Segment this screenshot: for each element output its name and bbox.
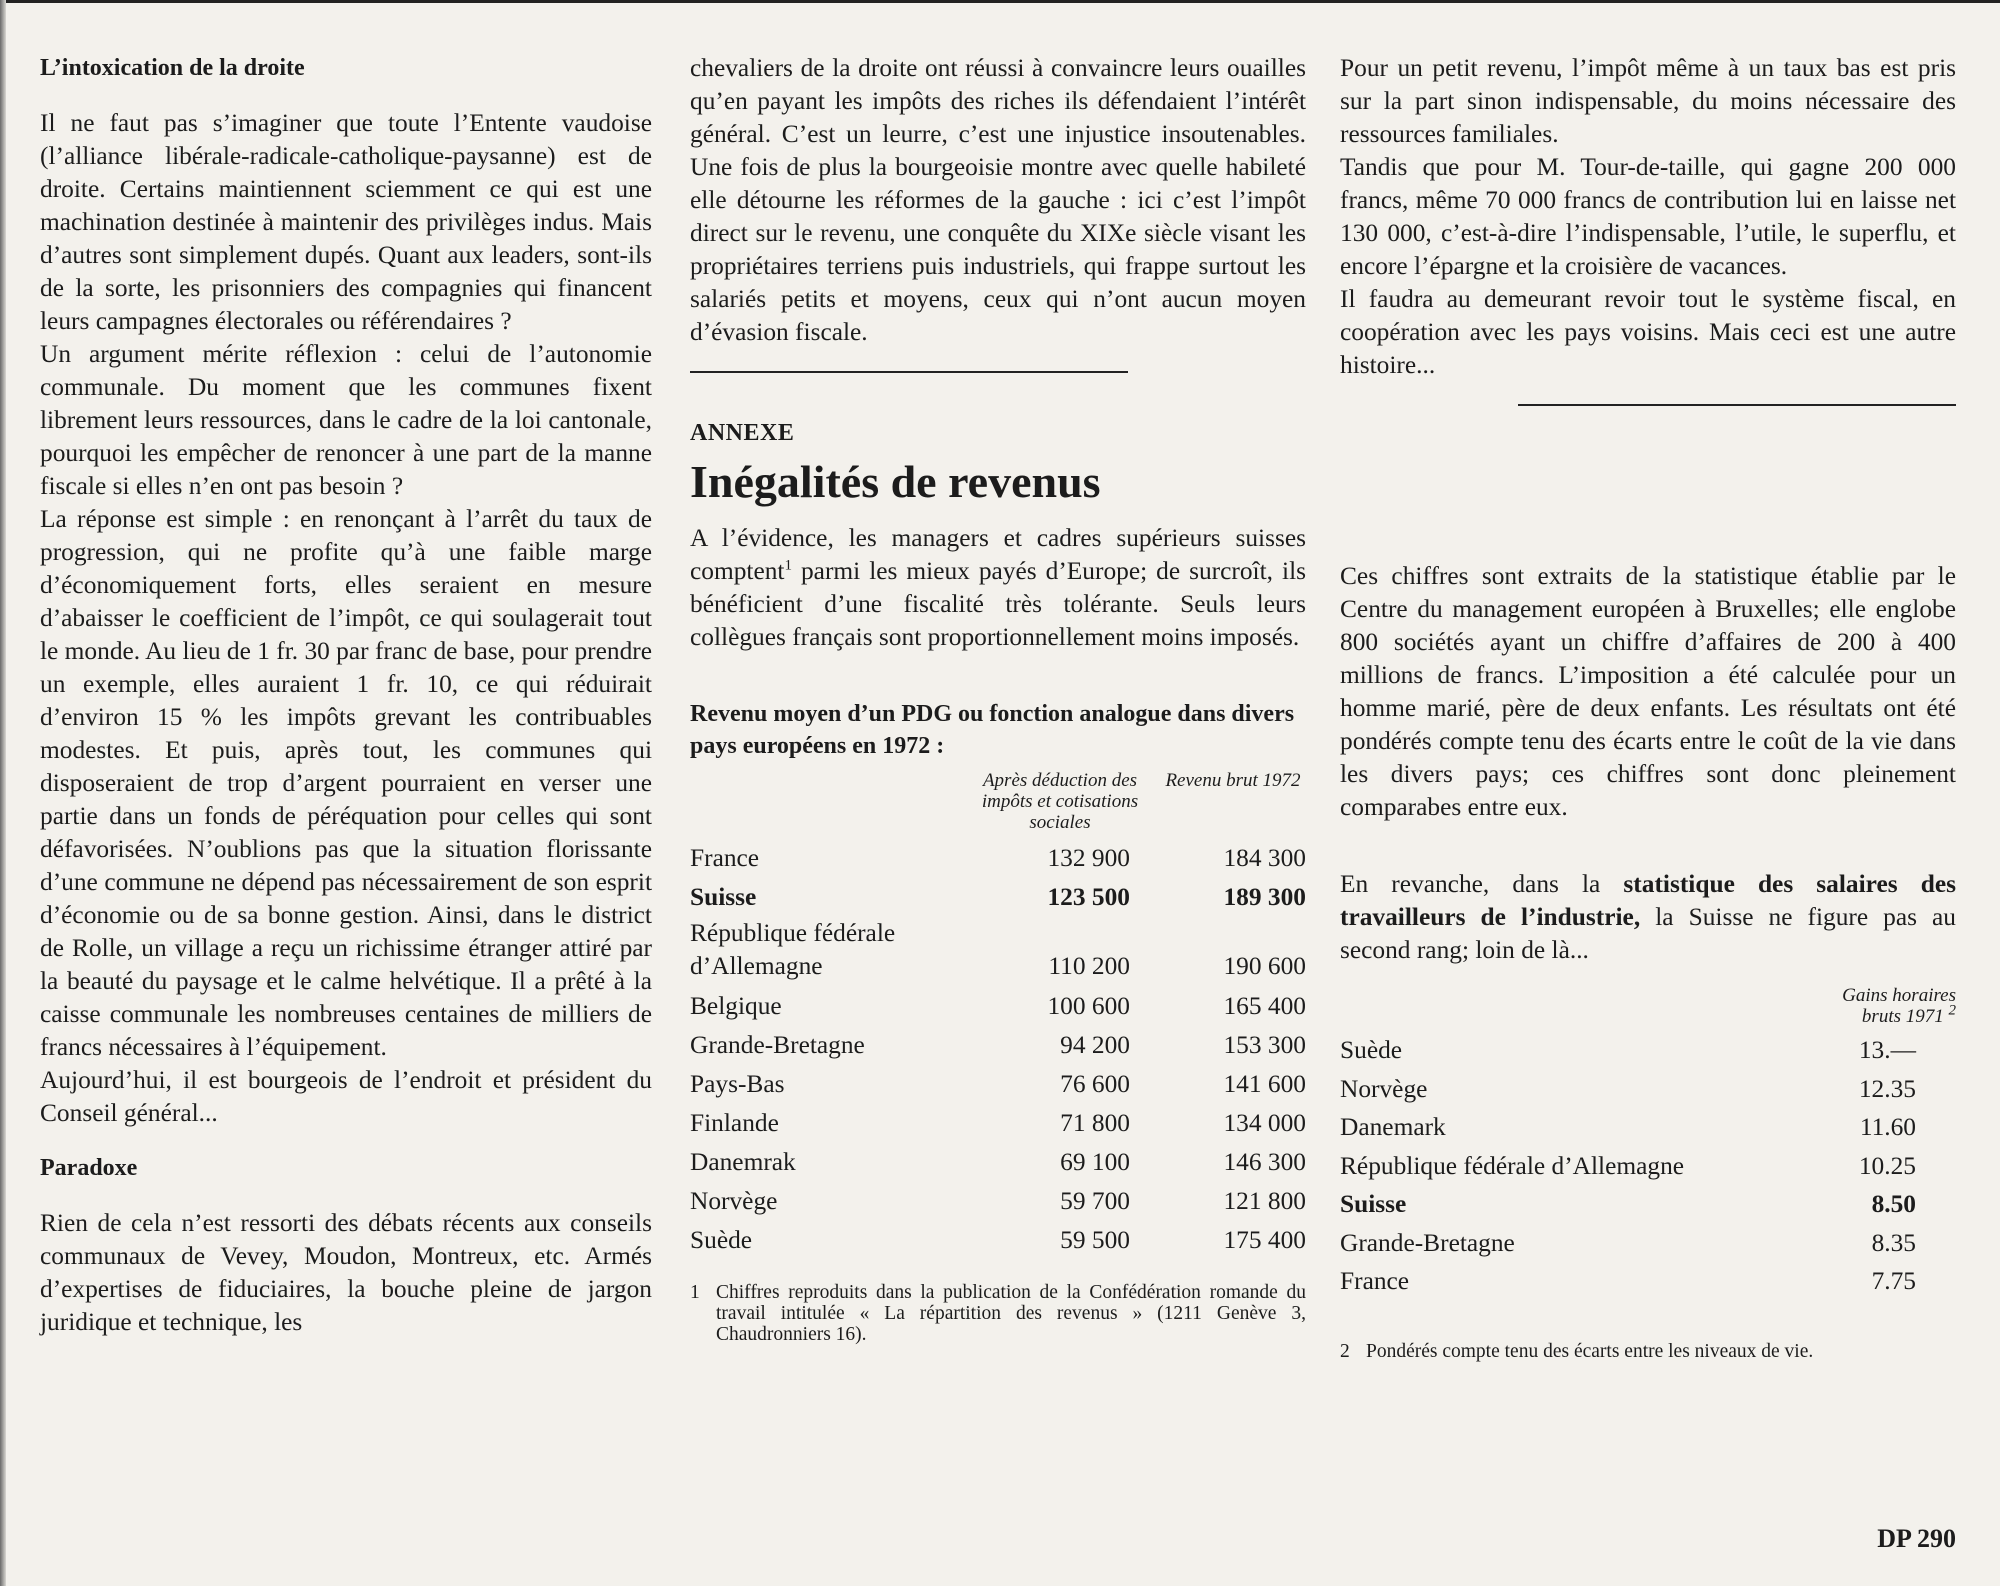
cell-country: Suède: [690, 1226, 753, 1254]
wages-table-row: [1340, 1070, 1956, 1109]
cell-gross: 121 800: [1223, 1187, 1306, 1215]
income-table-row: [690, 839, 1306, 878]
cell-value: 8.35: [1871, 1228, 1916, 1257]
wages-table-row: [1340, 1262, 1956, 1301]
column-header-wages-text: Gains horaires bruts 1971: [1842, 985, 1956, 1027]
income-table-row: [690, 1065, 1306, 1104]
cell-net: 123 500: [1047, 883, 1130, 911]
cell-country: Suisse: [690, 883, 757, 911]
cell-country: France: [1340, 1267, 1410, 1295]
cell-country: Grande-Bretagne: [1340, 1228, 1515, 1257]
column-header-net: Après déduction des impôts et cotisations sociales: [981, 770, 1139, 833]
wages-intro-text: En revanche, dans la: [1340, 870, 1624, 898]
column-left: [40, 52, 652, 1339]
cell-gross: 153 300: [1223, 1031, 1306, 1059]
paragraph: Il faudra au demeurant revoir tout le système fiscal, en coopération avec les pays voisins. Mais ceci est une autre histoire...: [1340, 285, 1956, 379]
cell-net: 132 900: [1047, 844, 1130, 872]
cell-country: Danemark: [1340, 1113, 1446, 1141]
paragraph: chevaliers de la droite ont réussi à convaincre leurs ouailles qu’en payant les impôts des riches ils défendaient l’intérêt général. C’est un leurre, c’est une injustice insoutenables. Une fois de plus la bourgeoisie montre avec quelle habileté elle détourne les réformes de la gauche : ici c’est l’impôt direct sur le revenu, une conquête du XIXe siècle visant les propriétaires terriens puis industriels, qui frappe surtout les salariés petits et moyens, ceux qui n’ont aucun moyen d’évasion fiscale.: [690, 54, 1306, 346]
wages-intro: [1340, 868, 1956, 967]
cell-country: Suisse: [1340, 1190, 1407, 1218]
paragraph: La réponse est simple : en renonçant à l’arrêt du taux de progression, qui ne profite qu’à une faible marge d’économiquement forts, elles seraient en mesure d’abaisser le coefficient de l’impôt, ce qui soulagerait tout le monde. Au lieu de 1 fr. 30 par franc de base, pour prendre un exemple, elles auraient 1 fr. 10, ce qui réduirait d’environ 15 % les impôts grevant les contribuables modestes. Et puis, après tout, les communes qui disposeraient de trop d’argent pourraient en verser une partie dans un fonds de péréquation pour celles qui sont défavorisées. N’oublions pas que la situation florissante d’une commune ne dépend pas nécessairement de son esprit d’économie ou de sa bonne gestion. Ainsi, dans le district de Rolle, un village a reçu un richissime étranger attiré par la beauté du paysage et le calme helvétique. Il a prêté à la caisse communale les nombreuses centaines de milliers de francs nécessaires à l’équipement.: [40, 505, 652, 1061]
wages-table-body: [1340, 1031, 1956, 1301]
income-table-header: [690, 770, 1306, 833]
paragraph: Tandis que pour M. Tour-de-taille, qui gagne 200 000 francs, même 70 000 francs de contribution lui en laisse net 130 000, c’est-à-dire l’indispensable, l’utile, le superflu, et encore l’épargne et la croisière de vacances.: [1340, 153, 1956, 280]
cell-gross: 141 600: [1223, 1070, 1306, 1098]
income-table-row: [690, 1221, 1306, 1260]
heading-intoxication: L’intoxication de la droite: [40, 55, 305, 81]
cell-country: Belgique: [690, 992, 782, 1020]
cell-gross: 134 000: [1223, 1109, 1306, 1137]
income-table-row: [690, 1143, 1306, 1182]
top-border: [0, 0, 2000, 3]
cell-country: France: [690, 844, 760, 872]
cell-gross: 189 300: [1223, 883, 1306, 911]
intro-text-cont: parmi les mieux payés d’Europe; de surcroît, ils bénéficient d’une fiscalité très tolérante. Seuls leurs collègues français sont proportionnellement moins imposés.: [690, 557, 1306, 651]
cell-country: République fédérale d’Allemagne: [690, 919, 896, 980]
cell-country: République fédérale d’Allemagne: [1340, 1151, 1685, 1180]
cell-gross: 165 400: [1223, 992, 1306, 1020]
paragraph: Rien de cela n’est ressorti des débats récents aux conseils communaux de Vevey, Moudon, Montreux, etc. Armés d’expertises de fiduciaires, la bouche pleine de jargon juridique et technique, les: [40, 1209, 652, 1336]
paragraph: Il ne faut pas s’imaginer que toute l’Entente vaudoise (l’alliance libérale-radicale-catholique-paysanne) est de droite. Certains maintiennent sciemment ce qui est une machination destinée à maintenir des privilèges indus. Mais d’autres sont simplement dupés. Quant aux leaders, sont-ils de la sorte, les prisonniers des compagnies qui financent leurs campagnes électorales ou référendaires ?: [40, 109, 652, 335]
statistics-source-paragraph: Ces chiffres sont extraits de la statistique établie par le Centre du management européen à Bruxelles; elle englobe 800 sociétés ayant un chiffre d’affaires de 200 à 400 millions de francs. L’imposition a été calculée pour un homme marié, père de deux enfants. Les résultats ont été pondérés compte tenu des écarts entre le coût de la vie dans les divers pays; ces chiffres sont donc pleinement comparabes entre eux.: [1340, 562, 1956, 821]
cell-gross: 146 300: [1223, 1148, 1306, 1176]
page-left-edge: [0, 0, 6, 1586]
annex-label: ANNEXE: [690, 420, 795, 446]
cell-country: Finlande: [690, 1109, 779, 1137]
cell-country: Grande-Bretagne: [690, 1031, 865, 1059]
cell-net: 69 100: [1060, 1148, 1130, 1176]
wages-intro-cont: la Suisse ne figure pas au second rang; loin de là...: [1340, 903, 1957, 964]
cell-net: 71 800: [1060, 1109, 1130, 1137]
section-divider: [1518, 404, 1956, 406]
income-table-row: [690, 1104, 1306, 1143]
cell-country: Norvège: [1340, 1074, 1428, 1103]
cell-country: Norvège: [690, 1187, 778, 1215]
column-header-gross: Revenu brut 1972: [1165, 770, 1301, 791]
cell-gross: 184 300: [1223, 844, 1306, 872]
cell-value: 12.35: [1858, 1074, 1916, 1103]
cell-net: 59 700: [1060, 1187, 1130, 1215]
income-table-title: Revenu moyen d’un PDG ou fonction analogue dans divers pays européens en 1972 :: [690, 701, 1295, 759]
cell-country: Danemrak: [690, 1148, 796, 1176]
cell-gross: 190 600: [1223, 952, 1306, 980]
income-table-row: [690, 1182, 1306, 1221]
cell-gross: 175 400: [1223, 1226, 1306, 1254]
cell-net: 76 600: [1060, 1070, 1130, 1098]
income-table-row: [690, 878, 1306, 917]
cell-net: 100 600: [1047, 992, 1130, 1020]
income-table-body: [690, 839, 1306, 1260]
income-table-row: [690, 987, 1306, 1026]
cell-net: 59 500: [1060, 1226, 1130, 1254]
footnote-1: [690, 1282, 1306, 1345]
footnote-text: Chiffres reproduits dans la publication de la Confédération romande du travail intitulée « La répartition des revenus » (1211 Genève 3, Chaudronniers 16).: [716, 1282, 1306, 1345]
wages-intro-bold: statistique des salaires des travailleurs de l’industrie,: [1340, 870, 1957, 931]
annex-intro: [690, 522, 1306, 654]
wages-table-row: [1340, 1185, 1956, 1224]
cell-country: Suède: [1340, 1036, 1403, 1064]
cell-value: 8.50: [1871, 1190, 1916, 1218]
footnote-text: Pondérés compte tenu des écarts entre les niveaux de vie.: [1366, 1340, 1814, 1362]
paragraph: Pour un petit revenu, l’impôt même à un taux bas est pris sur la part sinon indispensable, du moins nécessaire des ressources familiales.: [1340, 54, 1956, 148]
footnote-marker: 1: [784, 557, 792, 574]
footnote-2: [1340, 1341, 1956, 1362]
section-divider: [690, 371, 1128, 373]
annex-headline: Inégalités de revenus: [690, 456, 1101, 507]
wages-table-row: [1340, 1108, 1956, 1147]
cell-value: 11.60: [1859, 1113, 1916, 1141]
paragraph: Aujourd’hui, il est bourgeois de l’endroit et président du Conseil général...: [40, 1066, 652, 1127]
cell-value: 7.75: [1871, 1267, 1916, 1295]
footnote-number: 2: [1340, 1340, 1350, 1362]
wages-table-row: [1340, 1224, 1956, 1263]
wages-table-row: [1340, 1147, 1956, 1186]
cell-net: 110 200: [1048, 952, 1130, 980]
column-header-wages: [1826, 985, 1956, 1027]
income-table-row: [690, 1026, 1306, 1065]
wages-table-header: [1340, 985, 1956, 1031]
column-middle: [690, 52, 1306, 1345]
footnote-marker: 2: [1948, 1002, 1956, 1019]
intro-text: A l’évidence, les managers et cadres supérieurs suisses comptent: [690, 524, 1306, 585]
cell-net: 94 200: [1060, 1031, 1130, 1059]
cell-value: 10.25: [1858, 1151, 1916, 1180]
heading-paradoxe: Paradoxe: [40, 1155, 138, 1181]
column-right: [1340, 52, 1956, 1362]
cell-country: Pays-Bas: [690, 1070, 785, 1098]
income-table-row: [690, 917, 1306, 987]
footnote-number: 1: [690, 1282, 700, 1303]
cell-value: 13.—: [1858, 1036, 1916, 1064]
paragraph: Un argument mérite réflexion : celui de l’autonomie communale. Du moment que les communes fixent librement leurs ressources, dans le cadre de la loi cantonale, pourquoi les empêcher de renoncer à une part de la manne fiscale si elles n’en ont pas besoin ?: [40, 340, 652, 500]
page-number: DP 290: [1877, 1524, 1956, 1553]
wages-table-row: [1340, 1031, 1956, 1070]
